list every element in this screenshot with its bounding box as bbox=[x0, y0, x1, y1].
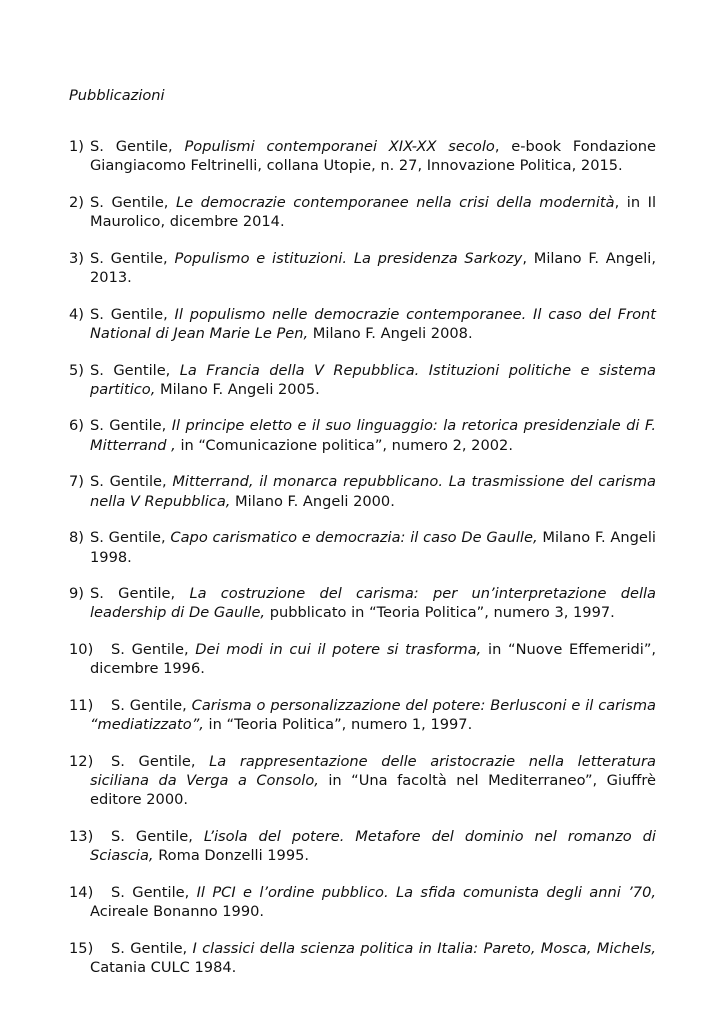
item-title: Populismo e istituzioni. La presidenza Sarkozy bbox=[174, 249, 523, 267]
item-citation bbox=[90, 752, 656, 810]
item-number: 10) bbox=[69, 641, 94, 659]
publication-item bbox=[69, 528, 656, 567]
publication-item bbox=[69, 361, 656, 400]
item-author: S. Gentile, bbox=[111, 696, 192, 714]
item-publication-info: Milano F. Angeli 2005. bbox=[155, 380, 320, 398]
item-author: S. Gentile, bbox=[90, 529, 171, 547]
item-title: Capo carismatico e democrazia: il caso De Gaulle, bbox=[170, 529, 538, 547]
item-number: 8) bbox=[69, 529, 84, 547]
item-citation bbox=[90, 696, 656, 735]
publication-item bbox=[69, 193, 656, 232]
publication-item bbox=[69, 640, 656, 679]
item-number: 9) bbox=[69, 585, 84, 603]
item-author: S. Gentile, bbox=[90, 417, 172, 435]
item-citation bbox=[90, 249, 656, 288]
item-publication-info: in “Teoria Politica”, numero 1, 1997. bbox=[203, 716, 473, 734]
item-publication-info: Roma Donzelli 1995. bbox=[153, 847, 310, 865]
item-title: La costruzione del carisma: per un’interpretazione della leadership di De Gaulle, bbox=[90, 585, 656, 622]
item-citation bbox=[90, 305, 656, 344]
item-author: S. Gentile, bbox=[111, 752, 210, 770]
item-citation bbox=[90, 939, 656, 978]
item-title: Il PCI e l’ordine pubblico. La sfida comunista degli anni ’70, bbox=[196, 883, 656, 901]
item-publication-info: Milano F. Angeli 2008. bbox=[308, 324, 473, 342]
item-title: Populismi contemporanei XIX-XX secolo bbox=[184, 138, 495, 155]
page-title: Pubblicazioni bbox=[69, 87, 165, 104]
publication-item bbox=[69, 137, 656, 176]
item-number: 5) bbox=[69, 361, 84, 379]
item-author: S. Gentile, bbox=[111, 641, 196, 659]
item-publication-info: Catania CULC 1984. bbox=[90, 959, 237, 977]
item-author: S. Gentile, bbox=[90, 473, 173, 491]
publication-item bbox=[69, 584, 656, 623]
item-title: Il principe eletto e il suo linguaggio: la retorica presidenziale di F. Mitterrand , bbox=[90, 417, 656, 454]
item-citation bbox=[90, 137, 656, 176]
item-citation bbox=[90, 584, 656, 623]
item-number: 4) bbox=[69, 305, 84, 323]
item-publication-info: , Milano F. Angeli, 2013. bbox=[90, 249, 656, 287]
item-number: 6) bbox=[69, 417, 84, 435]
publication-item bbox=[69, 827, 656, 866]
publication-item bbox=[69, 305, 656, 344]
item-citation bbox=[90, 827, 656, 866]
item-author: S. Gentile, bbox=[111, 883, 197, 901]
item-citation bbox=[90, 883, 656, 922]
item-number: 2) bbox=[69, 193, 84, 211]
item-number: 12) bbox=[69, 752, 94, 770]
item-publication-info: , in Il Maurolico, dicembre 2014. bbox=[90, 193, 656, 231]
item-title: La rappresentazione delle aristocrazie nella letteratura siciliana da Verga a Consolo, bbox=[90, 752, 656, 790]
publication-item bbox=[69, 249, 656, 288]
item-author: S. Gentile, bbox=[90, 305, 175, 323]
item-number: 1) bbox=[69, 138, 84, 155]
publication-item bbox=[69, 883, 656, 922]
item-number: 11) bbox=[69, 696, 94, 714]
item-title: Le democrazie contemporanee nella crisi della modernità bbox=[176, 193, 615, 211]
item-author: S. Gentile, bbox=[90, 193, 176, 211]
item-publication-info: Milano F. Angeli 2000. bbox=[230, 492, 395, 510]
item-number: 7) bbox=[69, 473, 84, 491]
item-citation bbox=[90, 416, 656, 455]
publication-item bbox=[69, 696, 656, 735]
item-author: S. Gentile, bbox=[90, 249, 175, 267]
item-citation bbox=[90, 528, 656, 567]
item-publication-info: in “Nuove Effemeridi”, dicembre 1996. bbox=[90, 641, 657, 678]
publication-item bbox=[69, 752, 656, 810]
item-publication-info: in “Comunicazione politica”, numero 2, 2002. bbox=[175, 436, 513, 454]
item-citation bbox=[90, 361, 656, 400]
item-author: S. Gentile, bbox=[111, 939, 193, 957]
item-title: La Francia della V Repubblica. Istituzioni politiche e sistema partitico, bbox=[90, 361, 657, 398]
item-number: 15) bbox=[69, 939, 94, 957]
item-publication-info: , e-book Fondazione Giangiacomo Feltrinelli, collana Utopie, n. 27, Innovazione Politica, 2015. bbox=[90, 138, 656, 175]
item-number: 14) bbox=[69, 883, 94, 901]
item-citation bbox=[90, 193, 656, 232]
item-publication-info: Milano F. Angeli 1998. bbox=[90, 529, 656, 566]
item-citation bbox=[90, 472, 656, 511]
item-author: S. Gentile, bbox=[90, 585, 190, 603]
item-author: S. Gentile, bbox=[90, 361, 180, 379]
item-number: 3) bbox=[69, 249, 84, 267]
item-title: I classici della scienza politica in Italia: Pareto, Mosca, Michels, bbox=[192, 939, 656, 957]
item-citation bbox=[90, 640, 656, 679]
item-publication-info: pubblicato in “Teoria Politica”, numero 3, 1997. bbox=[265, 604, 615, 622]
publication-item bbox=[69, 416, 656, 455]
item-title: Il populismo nelle democrazie contemporanee. Il caso del Front National di Jean Marie Le Pen, bbox=[90, 305, 656, 342]
item-publication-info: in “Una facoltà nel Mediterraneo”, Giuffrè editore 2000. bbox=[90, 772, 656, 809]
item-author: S. Gentile, bbox=[90, 138, 185, 155]
publication-item bbox=[69, 939, 656, 978]
item-title: Mitterrand, il monarca repubblicano. La trasmissione del carisma nella V Repubblica, bbox=[90, 473, 656, 510]
item-title: Dei modi in cui il potere si trasforma, bbox=[195, 641, 482, 659]
item-number: 13) bbox=[69, 827, 94, 845]
item-title: Carisma o personalizzazione del potere: Berlusconi e il carisma “mediatizzato”, bbox=[90, 696, 656, 734]
item-publication-info: Acireale Bonanno 1990. bbox=[90, 903, 265, 921]
item-author: S. Gentile, bbox=[111, 827, 204, 845]
publication-list bbox=[69, 137, 656, 995]
item-title: L’isola del potere. Metafore del dominio nel romanzo di Sciascia, bbox=[90, 827, 656, 865]
publication-item bbox=[69, 472, 656, 511]
